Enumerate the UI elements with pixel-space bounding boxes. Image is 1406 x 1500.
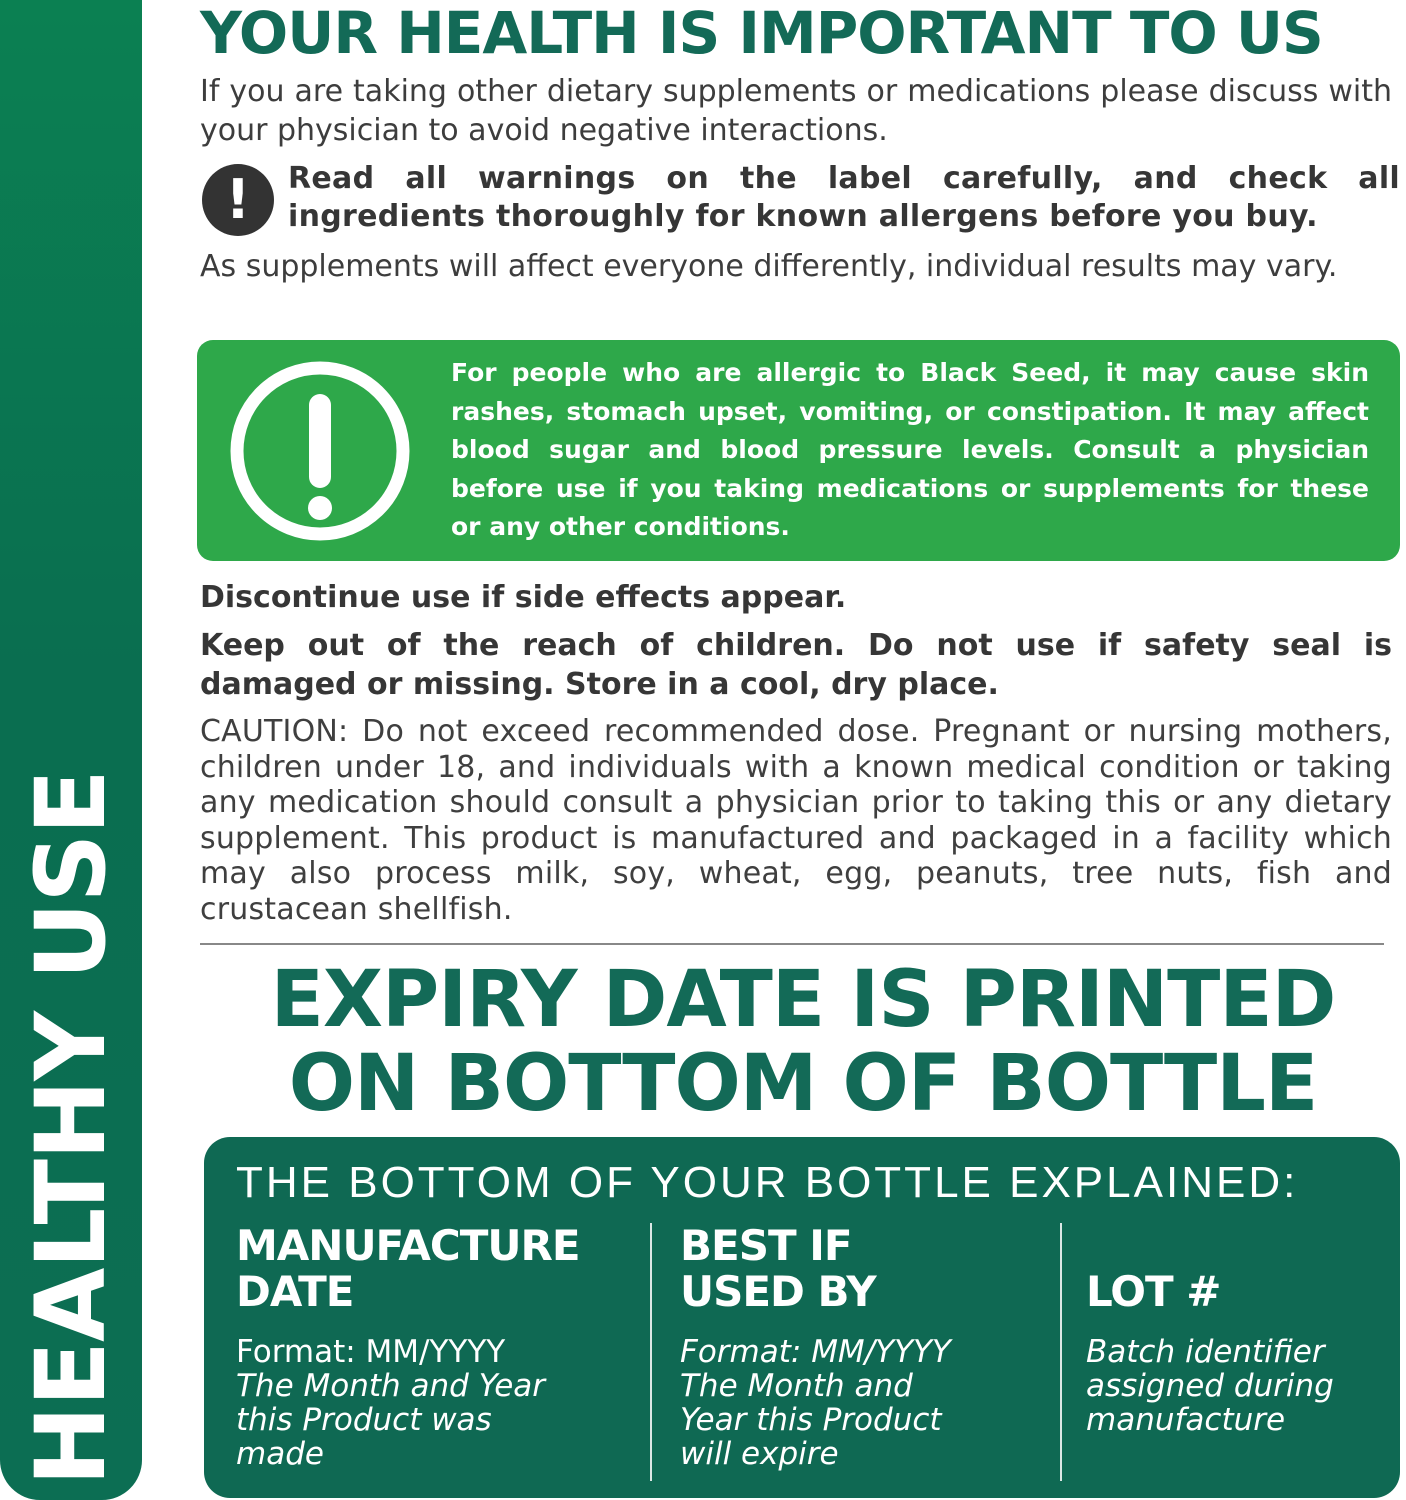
lot-number-column — [1086, 1223, 1396, 1437]
section-divider — [200, 943, 1384, 945]
panel-title: THE BOTTOM OF YOUR BOTTLE EXPLAINED: — [236, 1158, 1299, 1207]
column-heading — [236, 1223, 636, 1315]
column-heading-line2: LOT # — [1086, 1267, 1221, 1316]
bottle-explained-panel — [204, 1137, 1400, 1498]
warning-text: Read all warnings on the label carefully, and check all ingredients thoroughly for known allergens before you buy. — [288, 161, 1400, 234]
column-heading-line2: DATE — [236, 1267, 354, 1316]
allergy-warning-box — [197, 340, 1400, 561]
sidebar-banner — [0, 0, 142, 1500]
discontinue-text: Discontinue use if side effects appear. — [200, 580, 847, 615]
keep-out-text: Keep out of the reach of children. Do not use if safety seal is damaged or missing. Store in a cool, dry place. — [200, 628, 1392, 702]
exclamation-outline-icon — [225, 356, 415, 546]
column-heading-line1: BEST IF — [680, 1221, 852, 1270]
warning-row — [200, 160, 1406, 240]
caution-text: CAUTION: Do not exceed recommended dose. Pregnant or nursing mothers, children under 18, and individuals with a known medical condition or taking any medication should consult a physician prior to taking this or any dietary supplement. This product is manufactured and packaged in a facility which may also process milk, soy, wheat, egg, peanuts, tree nuts, fish and crustacean shellfish. — [200, 714, 1392, 927]
column-heading — [680, 1223, 1040, 1315]
manufacture-date-column — [236, 1223, 636, 1471]
column-heading-line1: MANUFACTURE — [236, 1221, 580, 1270]
best-if-used-by-column — [680, 1223, 1040, 1471]
page-title: YOUR HEALTH IS IMPORTANT TO US — [200, 0, 1323, 67]
column-format: Format: MM/YYYY — [236, 1334, 506, 1370]
expiry-line-1: EXPIRY DATE IS PRINTED — [270, 955, 1336, 1045]
column-heading-line2: USED BY — [680, 1267, 876, 1316]
expiry-notice — [200, 955, 1406, 1129]
column-heading — [1086, 1223, 1396, 1315]
column-description: The Month and Year this Product will expire — [680, 1368, 942, 1472]
intro-text: If you are taking other dietary supplements or medications please discuss with your physician to avoid negative interactions. — [200, 74, 1392, 148]
allergy-warning-text: For people who are allergic to Black Seed, it may cause skin rashes, stomach upset, vomiting, or constipation. It may affect blood sugar and blood pressure levels. Consult a physician before use if you taking medications or supplements for these or any other conditions. — [451, 358, 1369, 541]
column-heading-line1 — [1086, 1223, 1396, 1269]
column-divider — [650, 1223, 652, 1481]
results-text: As supplements will affect everyone differently, individual results may vary. — [200, 249, 1338, 284]
column-format: Format: MM/YYYY — [680, 1334, 951, 1370]
column-description: The Month and Year this Product was made — [236, 1368, 546, 1472]
column-divider — [1060, 1223, 1062, 1481]
expiry-line-2: ON BOTTOM OF BOTTLE — [288, 1039, 1318, 1129]
exclamation-circle-icon: ! — [202, 164, 274, 236]
column-description: Batch identifier assigned during manufacture — [1086, 1334, 1334, 1438]
sidebar-label: HEALTHY USE — [15, 770, 127, 1486]
